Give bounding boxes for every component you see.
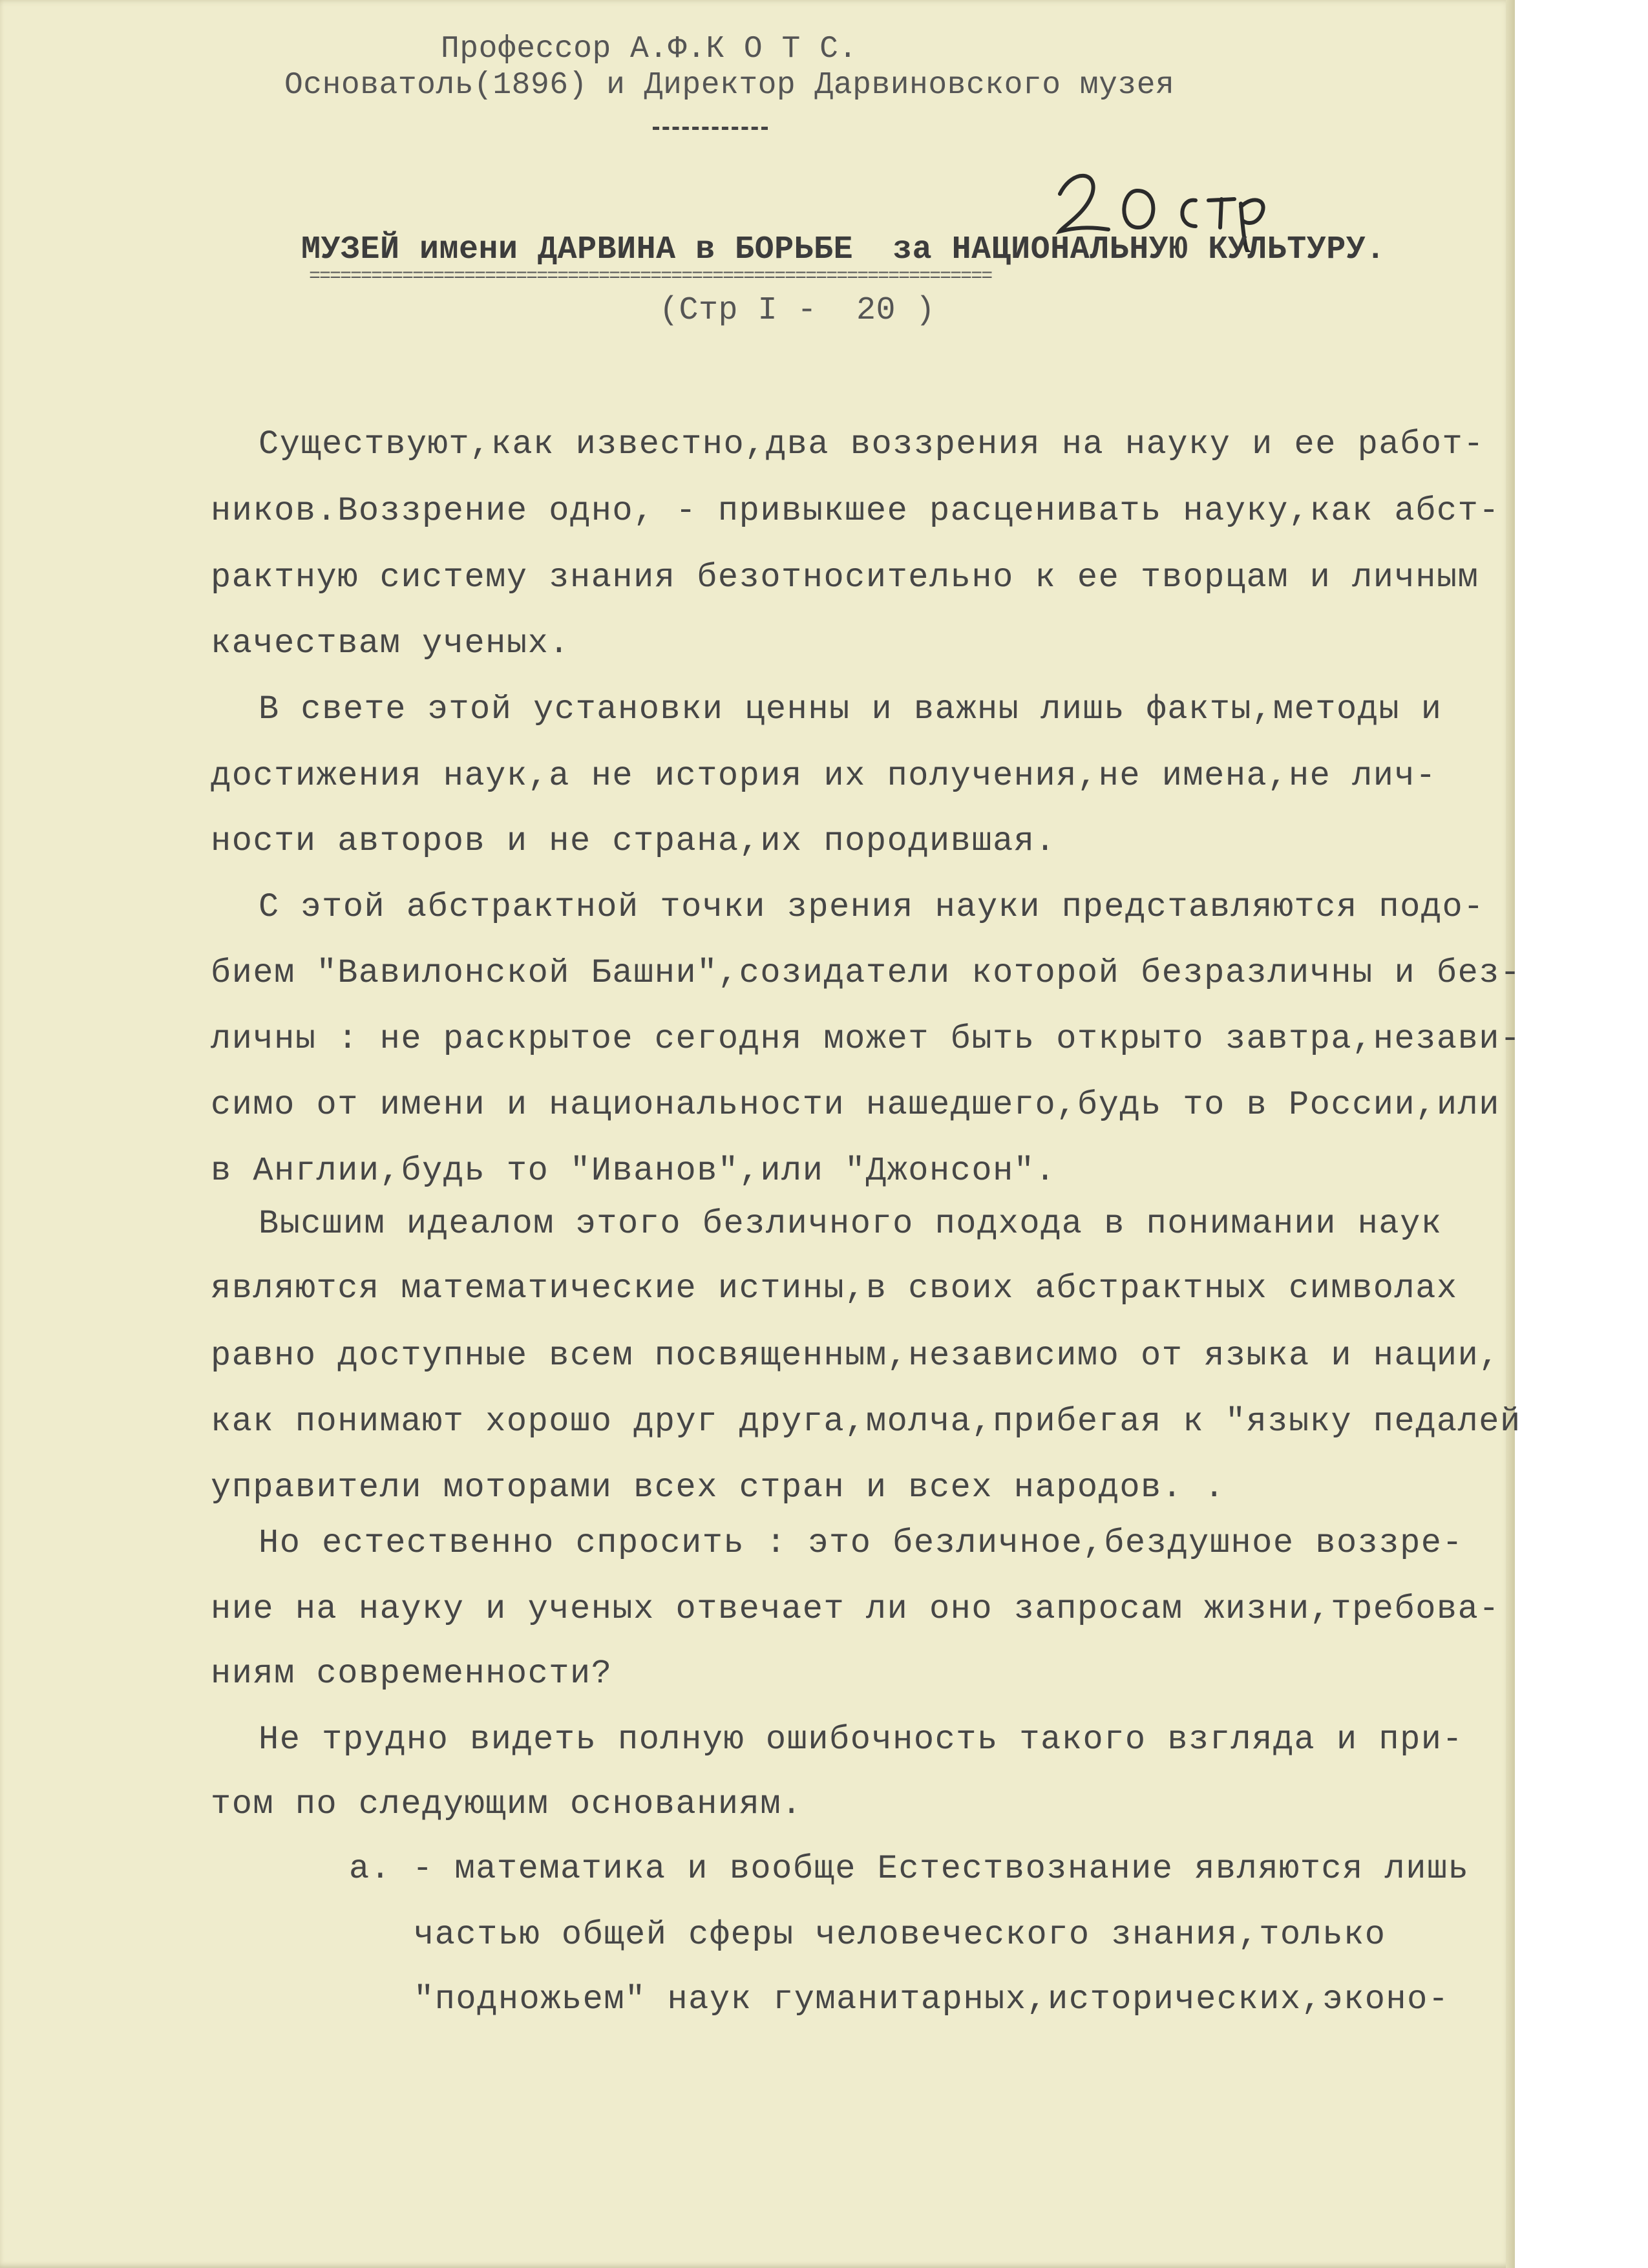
body-line: С этой абстрактной точки зрения науки представляются подо- xyxy=(259,888,1484,926)
paper-edge xyxy=(1506,0,1515,2268)
body-line: рактную систему знания безотносительно к ее творцам и личным xyxy=(211,558,1479,597)
document-title: МУЗЕЙ имени ДАРВИНА в БОРЬБЕ за НАЦИОНАЛЬНУЮ КУЛЬТУРУ. xyxy=(301,231,1386,268)
body-line: бием "Вавилонской Башни",созидатели которой безразличны и без- xyxy=(211,954,1521,992)
list-item-a: а. - математика и вообще Естествознание являются лишь xyxy=(349,1850,1470,1888)
body-line: симо от имени и национальности нашедшего,будь то в России,или xyxy=(211,1086,1501,1124)
body-line: Существуют,как известно,два воззрения на науку и ее работ- xyxy=(259,425,1484,463)
header-affiliation: Основатоль(1896) и Директор Дарвиновского музея xyxy=(284,68,1175,103)
header-author: Профессор А.Ф.К О Т С. xyxy=(441,32,858,67)
body-line: частью общей сферы человеческого знания,только xyxy=(414,1916,1386,1954)
body-line: Не трудно видеть полную ошибочность такого взгляда и при- xyxy=(259,1721,1464,1759)
body-line: равно доступные всем посвященным,независимо от языка и нации, xyxy=(211,1337,1501,1375)
body-line: ниям современности? xyxy=(211,1655,613,1693)
body-line: управители моторами всех стран и всех народов. . xyxy=(211,1468,1225,1507)
body-line: достижения наук,а не история их получения,не имена,не лич- xyxy=(211,757,1437,795)
body-line: ности авторов и не страна,их породившая. xyxy=(211,822,1057,860)
body-line: ников.Воззрение одно, - привыкшее расценивать науку,как абст- xyxy=(211,492,1501,530)
body-line: в Англии,будь то "Иванов",или "Джонсон". xyxy=(211,1152,1057,1190)
body-line: В свете этой установки ценны и важны лишь факты,методы и xyxy=(259,690,1442,728)
body-line: "подножьем" наук гуманитарных,исторических,эконо- xyxy=(414,1980,1450,2019)
body-line: как понимают хорошо друг друга,молча,прибегая к "языку педалей xyxy=(211,1403,1521,1441)
body-line: качествам ученых. xyxy=(211,624,570,662)
body-line: личны : не раскрытое сегодня может быть открыто завтра,незави- xyxy=(211,1020,1521,1058)
body-line: Высшим идеалом этого безличного подхода в понимании наук xyxy=(259,1205,1442,1243)
header-separator xyxy=(653,127,768,132)
svg-text:20стр: 20стр xyxy=(1047,155,1050,156)
body-line: том по следующим основаниям. xyxy=(211,1785,803,1823)
title-underline: ================================================================== xyxy=(309,270,992,283)
page-range: (Стр I - 20 ) xyxy=(659,292,936,329)
body-line: ние на науку и ученых отвечает ли оно запросам жизни,требова- xyxy=(211,1590,1501,1628)
body-line: являются математические истины,в своих абстрактных символах xyxy=(211,1269,1458,1308)
body-line: Но естественно спросить : это безличное,бездушное воззре- xyxy=(259,1524,1464,1562)
